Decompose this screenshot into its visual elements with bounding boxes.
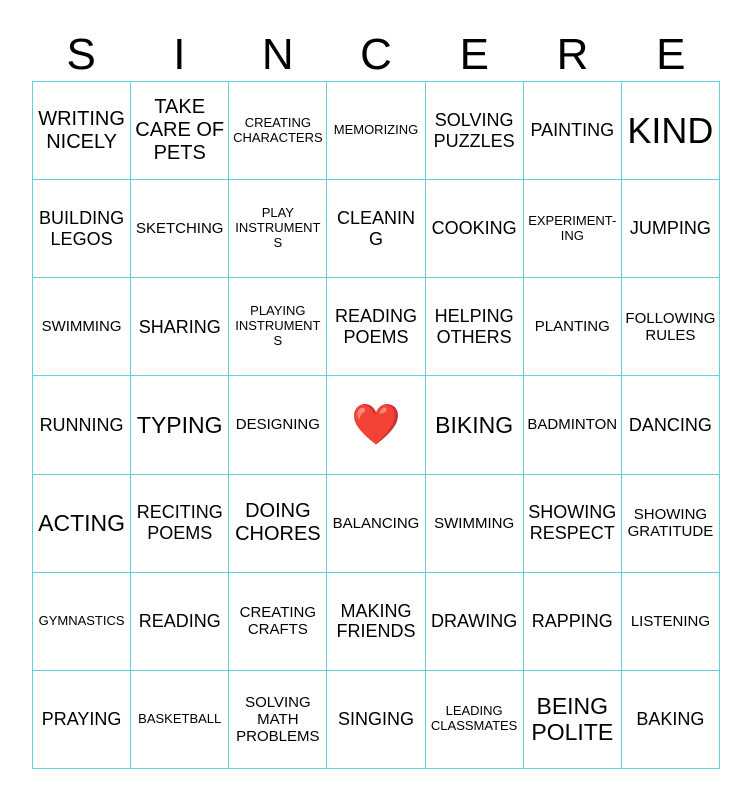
bingo-cell[interactable]: CREATING CRAFTS (229, 573, 327, 671)
bingo-cell[interactable]: SHOWING RESPECT (524, 475, 622, 573)
header-letter: E (656, 30, 686, 79)
bingo-cell[interactable]: JUMPING (622, 180, 720, 278)
bingo-cell[interactable]: DRAWING (426, 573, 524, 671)
header-letter: E (459, 30, 489, 79)
bingo-cell[interactable]: CLEANING (327, 180, 425, 278)
bingo-cell[interactable]: CREATING CHARACTERS (229, 82, 327, 180)
bingo-cell[interactable]: SKETCHING (131, 180, 229, 278)
bingo-cell[interactable]: SWIMMING (33, 278, 131, 376)
bingo-board (32, 81, 720, 769)
bingo-cell[interactable]: PAINTING (524, 82, 622, 180)
bingo-cell[interactable]: SHARING (131, 278, 229, 376)
bingo-cell[interactable]: BAKING (622, 671, 720, 769)
bingo-cell[interactable]: DANCING (622, 376, 720, 474)
bingo-cell[interactable]: BALANCING (327, 475, 425, 573)
bingo-cell[interactable]: BUILDING LEGOS (33, 180, 131, 278)
bingo-cell[interactable]: TYPING (131, 376, 229, 474)
bingo-cell[interactable]: PLAY INSTRUMENTS (229, 180, 327, 278)
bingo-cell[interactable]: BASKETBALL (131, 671, 229, 769)
bingo-cell[interactable]: READING (131, 573, 229, 671)
bingo-cell[interactable]: DESIGNING (229, 376, 327, 474)
bingo-cell[interactable]: MEMORIZING (327, 82, 425, 180)
header-letter: I (173, 30, 186, 79)
bingo-cell[interactable]: RUNNING (33, 376, 131, 474)
bingo-cell[interactable]: MAKING FRIENDS (327, 573, 425, 671)
bingo-cell[interactable]: HELPING OTHERS (426, 278, 524, 376)
bingo-cell[interactable]: DOING CHORES (229, 475, 327, 573)
bingo-cell[interactable]: SWIMMING (426, 475, 524, 573)
bingo-cell[interactable]: PLANTING (524, 278, 622, 376)
bingo-cell[interactable]: BEING POLITE (524, 671, 622, 769)
bingo-cell[interactable]: BIKING (426, 376, 524, 474)
header-letter: N (261, 30, 294, 79)
bingo-cell[interactable]: LISTENING (622, 573, 720, 671)
bingo-header (32, 28, 720, 82)
header-letter: S (66, 30, 96, 79)
bingo-cell[interactable]: ACTING (33, 475, 131, 573)
bingo-cell[interactable]: RAPPING (524, 573, 622, 671)
bingo-cell[interactable]: RECITING POEMS (131, 475, 229, 573)
bingo-cell[interactable]: WRITING NICELY (33, 82, 131, 180)
bingo-cell[interactable]: EXPERIMENT-ING (524, 180, 622, 278)
bingo-cell[interactable]: LEADING CLASSMATES (426, 671, 524, 769)
header-letter: C (360, 30, 392, 79)
bingo-cell[interactable]: SINGING (327, 671, 425, 769)
bingo-cell[interactable]: SOLVING PUZZLES (426, 82, 524, 180)
bingo-cell[interactable]: KIND (622, 82, 720, 180)
header-letter: R (556, 30, 589, 79)
bingo-cell[interactable]: TAKE CARE OF PETS (131, 82, 229, 180)
bingo-cell[interactable]: SOLVING MATH PROBLEMS (229, 671, 327, 769)
bingo-cell[interactable]: READING POEMS (327, 278, 425, 376)
heart-icon[interactable]: ❤️ (327, 376, 425, 474)
bingo-cell[interactable]: BADMINTON (524, 376, 622, 474)
bingo-cell[interactable]: PLAYING INSTRUMENTS (229, 278, 327, 376)
bingo-cell[interactable]: PRAYING (33, 671, 131, 769)
bingo-cell[interactable]: SHOWING GRATITUDE (622, 475, 720, 573)
bingo-cell[interactable]: COOKING (426, 180, 524, 278)
bingo-cell[interactable]: GYMNASTICS (33, 573, 131, 671)
bingo-cell[interactable]: FOLLOWING RULES (622, 278, 720, 376)
